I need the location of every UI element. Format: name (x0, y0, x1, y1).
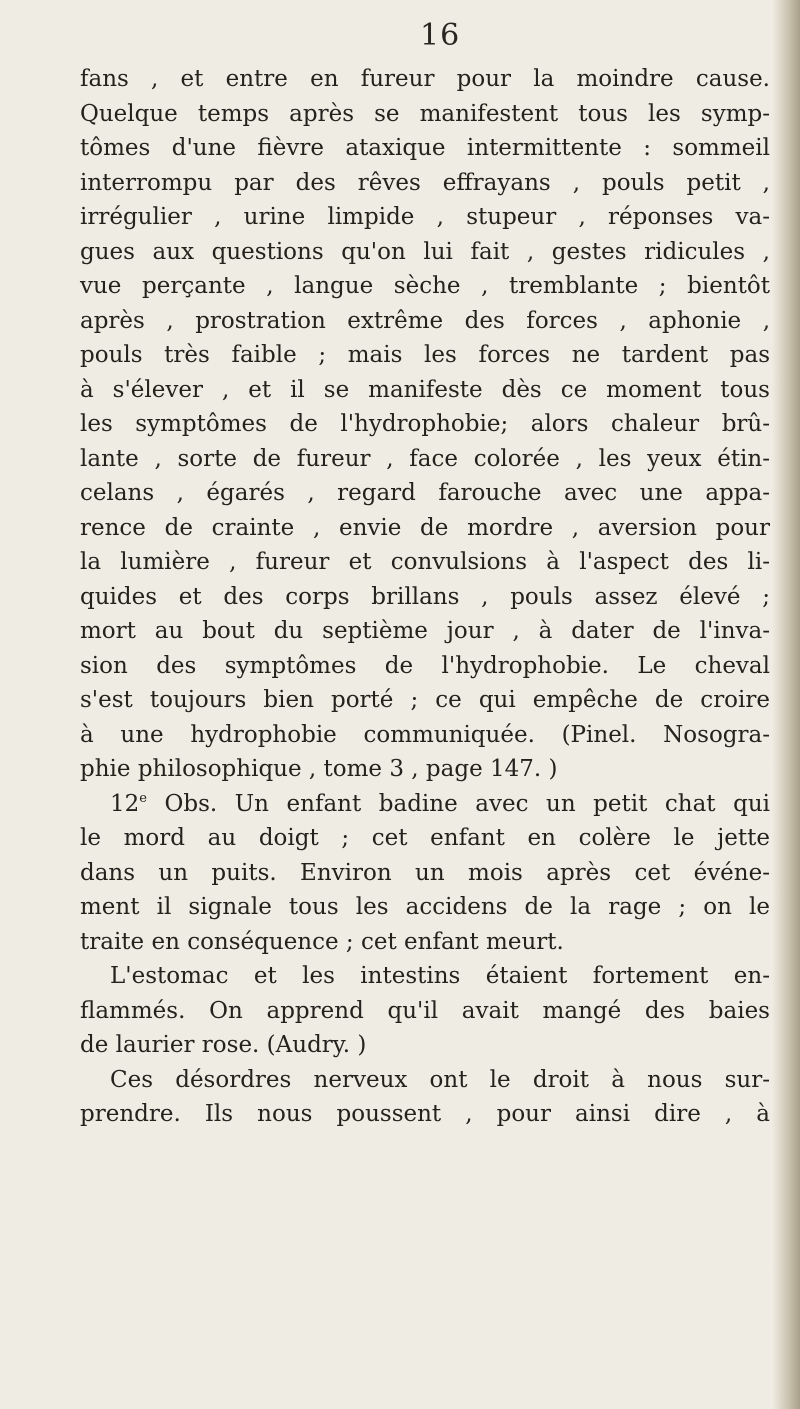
text-line: fans , et entre en fureur pour la moindre cause. (80, 66, 770, 92)
observation-superscript: e (139, 790, 147, 806)
page-number: 16 (420, 18, 461, 53)
text-line: les symptômes de l'hydrophobie; alors chaleur brû- (80, 411, 770, 437)
text-line: quides et des corps brillans , pouls assez élevé ; (80, 583, 770, 610)
text-line: tômes d'une fièvre ataxique intermittente : sommeil (80, 135, 770, 161)
text-line: flammés. On apprend qu'il avait mangé des baies (80, 997, 770, 1024)
text-line: sion des symptômes de l'hydrophobie. Le cheval (80, 652, 770, 679)
text-line: Quelque temps après se manifestent tous les symp- (80, 100, 770, 127)
text-line: traite en conséquence ; cet enfant meurt. (80, 928, 564, 955)
text-line: pouls très faible ; mais les forces ne tardent pas (80, 342, 770, 368)
text-line: irrégulier , urine limpide , stupeur , réponses va- (80, 204, 770, 230)
text-line: la lumière , fureur et convulsions à l'aspect des li- (80, 549, 770, 575)
text-line: après , prostration extrême des forces , aphonie , (80, 307, 770, 334)
page-edge-shadow (772, 0, 800, 1409)
text-line: gues aux questions qu'on lui fait , gestes ridicules , (80, 238, 770, 265)
text-line: le mord au doigt ; cet enfant en colère le jette (80, 825, 770, 851)
text-line: mort au bout du septième jour , à dater de l'inva- (80, 618, 770, 644)
text-line: rence de crainte , envie de mordre , aversion pour (80, 514, 770, 541)
text-line: celans , égarés , regard farouche avec une appa- (80, 480, 770, 506)
text-line: lante , sorte de fureur , face colorée , les yeux étin- (80, 445, 770, 472)
text-line: interrompu par des rêves effrayans , pouls petit , (80, 169, 770, 196)
text-line: Ces désordres nerveux ont le droit à nous sur- (110, 1066, 770, 1093)
text-line: prendre. Ils nous poussent , pour ainsi dire , à (80, 1101, 770, 1127)
text-line: dans un puits. Environ un mois après cet événe- (80, 859, 770, 886)
observation-heading-line (80, 787, 770, 822)
text-line: s'est toujours bien porté ; ce qui empêche de croire (80, 687, 770, 713)
text-line: à une hydrophobie communiquée. (Pinel. Nosogra- (80, 721, 770, 748)
text-line: vue perçante , langue sèche , tremblante ; bientôt (80, 273, 770, 299)
text-line: phie philosophique , tome 3 , page 147. ) (80, 756, 558, 782)
text-line: à s'élever , et il se manifeste dès ce moment tous (80, 376, 770, 403)
observation-heading-text: Obs. Un enfant badine avec un petit chat qui (146, 790, 770, 817)
text-line: ment il signale tous les accidens de la rage ; on le (80, 894, 770, 920)
observation-number: 12 (110, 790, 140, 817)
text-line: de laurier rose. (Audry. ) (80, 1032, 367, 1058)
body-text (80, 62, 770, 1132)
text-line: L'estomac et les intestins étaient fortement en- (110, 963, 770, 989)
